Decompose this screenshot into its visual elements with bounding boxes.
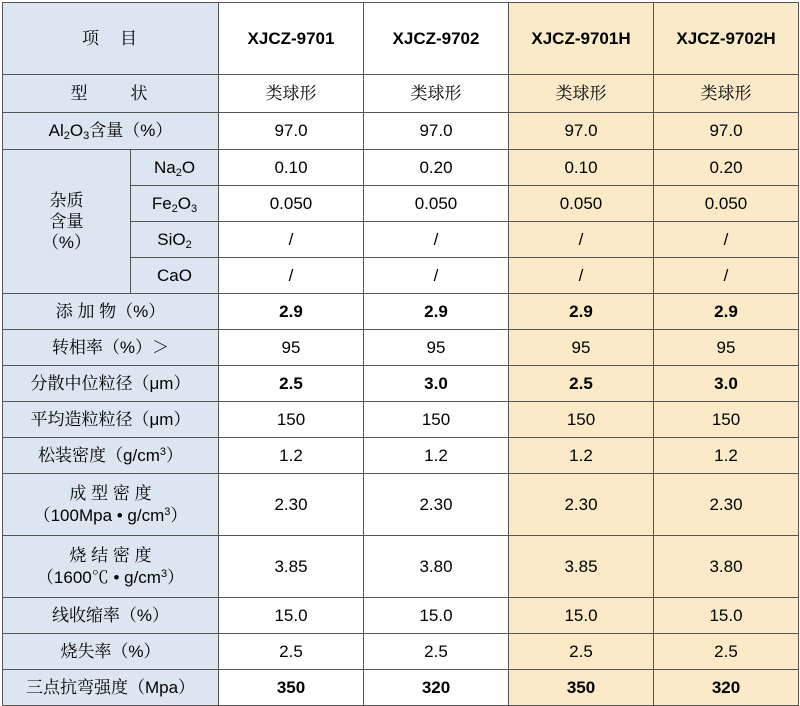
cell-bulk-density-b: 1.2	[364, 438, 509, 474]
table-row-sintered-density	[3, 536, 799, 598]
sub-label-fe2o3: $Fe_2O_3$	[131, 186, 219, 222]
row-label-granulation-size: 平均造粒粒径（μm）	[3, 402, 219, 438]
cell-sintered-density-c: 3.85	[509, 536, 654, 598]
header-col-xjcz9702h: XJCZ-9702H	[654, 3, 799, 75]
specification-table	[2, 2, 799, 706]
header-col-xjcz9701: XJCZ-9701	[219, 3, 364, 75]
table-row-al2o3	[3, 113, 799, 150]
header-col-xjcz9701h: XJCZ-9701H	[509, 3, 654, 75]
row-label-loss-on-ignition: 烧失率（%）	[3, 634, 219, 670]
cell-fe2o3-a: 0.050	[219, 186, 364, 222]
table-row-na2o	[3, 150, 799, 186]
cell-sintered-density-a: 3.85	[219, 536, 364, 598]
cell-linear-shrinkage-c: 15.0	[509, 598, 654, 634]
cell-cao-c: /	[509, 258, 654, 294]
cell-fe2o3-d: 0.050	[654, 186, 799, 222]
header-item-label: 项 目	[3, 3, 219, 75]
cell-loss-c: 2.5	[509, 634, 654, 670]
cell-conversion-a: 95	[219, 330, 364, 366]
cell-loss-d: 2.5	[654, 634, 799, 670]
row-label-bulk-density: 松装密度$(g/cm^3)$	[3, 438, 219, 474]
cell-sio2-a: /	[219, 222, 364, 258]
header-col-xjcz9702: XJCZ-9702	[364, 3, 509, 75]
cell-al2o3-d: 97.0	[654, 113, 799, 150]
cell-granulation-size-c: 150	[509, 402, 654, 438]
sub-label-cao: CaO	[131, 258, 219, 294]
sub-label-sio2: SiO$_2$	[131, 222, 219, 258]
cell-bending-a: 350	[219, 670, 364, 706]
row-label-linear-shrinkage: 线收缩率（%）	[3, 598, 219, 634]
cell-bulk-density-a: 1.2	[219, 438, 364, 474]
cell-bending-d: 320	[654, 670, 799, 706]
cell-sintered-density-b: 3.80	[364, 536, 509, 598]
cell-granulation-size-a: 150	[219, 402, 364, 438]
table-row-linear-shrinkage	[3, 598, 799, 634]
impurity-label-line1: 杂质	[49, 190, 84, 210]
row-label-conversion: 转相率（%）＞	[3, 330, 219, 366]
cell-fe2o3-b: 0.050	[364, 186, 509, 222]
table-row-forming-density	[3, 474, 799, 536]
cell-fe2o3-c: 0.050	[509, 186, 654, 222]
cell-na2o-d: 0.20	[654, 150, 799, 186]
cell-linear-shrinkage-b: 15.0	[364, 598, 509, 634]
table-row-granulation-size	[3, 402, 799, 438]
cell-linear-shrinkage-a: 15.0	[219, 598, 364, 634]
cell-forming-density-b: 2.30	[364, 474, 509, 536]
table-row-additive	[3, 294, 799, 330]
table-row-bulk-density	[3, 438, 799, 474]
cell-loss-a: 2.5	[219, 634, 364, 670]
cell-shape-d: 类球形	[654, 75, 799, 113]
cell-cao-b: /	[364, 258, 509, 294]
row-label-additive: 添 加 物（%）	[3, 294, 219, 330]
cell-conversion-c: 95	[509, 330, 654, 366]
cell-na2o-b: 0.20	[364, 150, 509, 186]
cell-granulation-size-b: 150	[364, 402, 509, 438]
cell-bulk-density-d: 1.2	[654, 438, 799, 474]
row-label-median-size: 分散中位粒径（μm）	[3, 366, 219, 402]
cell-forming-density-c: 2.30	[509, 474, 654, 536]
cell-bulk-density-c: 1.2	[509, 438, 654, 474]
cell-conversion-d: 95	[654, 330, 799, 366]
cell-cao-a: /	[219, 258, 364, 294]
cell-al2o3-b: 97.0	[364, 113, 509, 150]
row-label-impurity-group	[3, 150, 131, 294]
cell-shape-a: 类球形	[219, 75, 364, 113]
cell-granulation-size-d: 150	[654, 402, 799, 438]
cell-al2o3-c: 97.0	[509, 113, 654, 150]
cell-additive-a: 2.9	[219, 294, 364, 330]
cell-al2o3-a: 97.0	[219, 113, 364, 150]
table-row-median-size	[3, 366, 799, 402]
sub-label-na2o: $Na_2O$	[131, 150, 219, 186]
cell-sio2-b: /	[364, 222, 509, 258]
cell-shape-c: 类球形	[509, 75, 654, 113]
row-label-forming-density: 成 型 密 度 （100Mpa • $g/cm^3$）	[3, 474, 219, 536]
cell-median-size-c: 2.5	[509, 366, 654, 402]
row-label-sintered-density: 烧 结 密 度 （1600℃ • $g/cm^3$）	[3, 536, 219, 598]
table-row-loss-on-ignition	[3, 634, 799, 670]
impurity-label-line2: 含量	[49, 211, 84, 231]
cell-additive-c: 2.9	[509, 294, 654, 330]
cell-sio2-c: /	[509, 222, 654, 258]
cell-median-size-a: 2.5	[219, 366, 364, 402]
cell-na2o-c: 0.10	[509, 150, 654, 186]
cell-loss-b: 2.5	[364, 634, 509, 670]
impurity-label-line3: （%）	[41, 233, 92, 253]
cell-median-size-b: 3.0	[364, 366, 509, 402]
cell-median-size-d: 3.0	[654, 366, 799, 402]
table-row-conversion	[3, 330, 799, 366]
cell-conversion-b: 95	[364, 330, 509, 366]
cell-linear-shrinkage-d: 15.0	[654, 598, 799, 634]
cell-sio2-d: /	[654, 222, 799, 258]
cell-forming-density-d: 2.30	[654, 474, 799, 536]
row-label-bending-strength: 三点抗弯强度（Mpa）	[3, 670, 219, 706]
cell-forming-density-a: 2.30	[219, 474, 364, 536]
cell-sintered-density-d: 3.80	[654, 536, 799, 598]
table-row-shape	[3, 75, 799, 113]
table-header-row	[3, 3, 799, 75]
cell-additive-b: 2.9	[364, 294, 509, 330]
cell-additive-d: 2.9	[654, 294, 799, 330]
cell-bending-c: 350	[509, 670, 654, 706]
table-row-bending-strength	[3, 670, 799, 706]
cell-na2o-a: 0.10	[219, 150, 364, 186]
row-label-al2o3: $Al_2O_3$含量（%）	[3, 113, 219, 150]
cell-bending-b: 320	[364, 670, 509, 706]
row-label-shape: 型 状	[3, 75, 219, 113]
cell-shape-b: 类球形	[364, 75, 509, 113]
cell-cao-d: /	[654, 258, 799, 294]
